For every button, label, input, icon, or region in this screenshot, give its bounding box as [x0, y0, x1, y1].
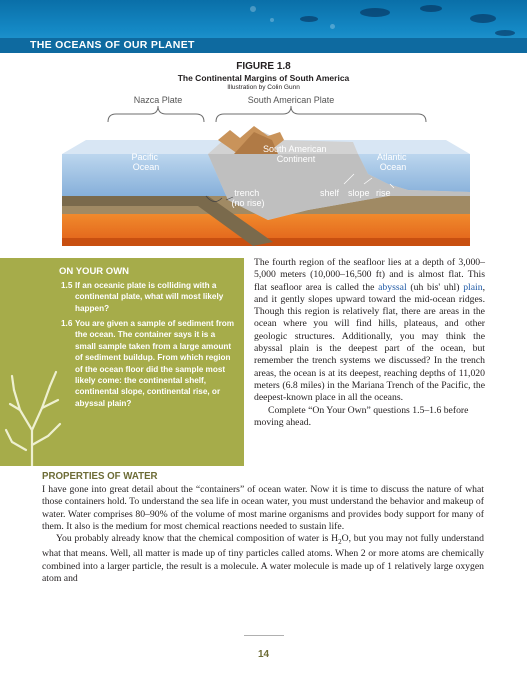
paragraph-containers: I have gone into great detail about the “containers” of ocean water. Now it is time to discuss the nature of what those containers hold. To understand the sea life in ocean water, you must understand the behavior and makeup of water. Water comprises 80–90% of the volume of most marine organisms and provides body support for many of them. It also is the medium for most chemical reactions needed to sustain life.	[42, 484, 484, 532]
shelf-label: shelf	[320, 188, 340, 198]
fish-icon	[360, 8, 390, 17]
figure-number: FIGURE 1.8	[236, 61, 291, 72]
south-american-bracket	[216, 106, 426, 122]
header-banner	[0, 0, 527, 53]
continent-label: South American Continent	[262, 144, 327, 164]
pacific-ocean-label: Pacific Ocean	[131, 152, 160, 172]
glossary-term-abyssal: abyssal	[378, 281, 407, 293]
paragraph-composition: You probably already know that the chemical composition of water is $H_2O$, but you may not fully understand what that means. Well, all matter is made up of tiny particles called atoms. When 2 or more atoms are chemically combined into a larger particle, the result is a molecule. A water molecule is made up of 1 relatively large oxygen atom and	[42, 533, 484, 585]
right-column-text	[254, 257, 485, 429]
nazca-plate-label: Nazca Plate	[133, 95, 183, 105]
fish-icon	[470, 14, 496, 23]
paragraph-abyssal-plain: The fourth region of the seafloor lies at a depth of 3,000–5,000 meters (10,000–16,500 ft) and is almost flat. This flat seafloor area is called the abyssal (uh bis' uhl) plain, and it gently slopes upward toward the mid-ocean ridges. Though this region is relatively flat, there are areas in the ocean where you will find hills, plateaus, and other geologic structures. Additionally, you may think the abyssal plain is the deepest part of the ocean, but remember the trench systems we discussed? In the trench areas, the ocean is at its deepest, reaching depths of 11,020 meters (6.8 miles) in the Mariana Trench of the Pacific, the deepest-known place in all the oceans.	[254, 257, 485, 404]
footer-rule	[244, 635, 284, 636]
question-number: 1.5	[61, 281, 73, 290]
bubble-icon	[330, 24, 335, 29]
fish-icon	[420, 5, 442, 12]
question-text: You are given a sample of sediment from the ocean. The container says it is a small sample taken from a large amount of sediment buildup. From which region of the ocean floor did the sample most likely come: the continental shelf, continental slope, continental rise, or abyssal plain?	[75, 319, 235, 408]
figure-credit: Illustration by Colin Gunn	[227, 84, 300, 91]
chapter-title: THE OCEANS OF OUR PLANET	[30, 39, 195, 51]
fish-icon	[300, 16, 318, 22]
question-1-6	[61, 318, 236, 409]
section-body	[42, 484, 484, 585]
continental-margin-illustration	[58, 92, 470, 254]
south-american-plate-label: South American Plate	[247, 95, 335, 105]
section-heading: PROPERTIES OF WATER	[42, 471, 158, 482]
bubble-icon	[250, 6, 256, 12]
sidebar-title: ON YOUR OWN	[59, 266, 130, 277]
atlantic-ocean-label: Atlantic Ocean	[376, 152, 407, 172]
rise-label: rise	[376, 188, 391, 198]
paragraph-complete-questions: Complete “On Your Own” questions 1.5–1.6 before moving ahead.	[254, 404, 469, 428]
question-1-5	[61, 280, 236, 314]
slope-label: slope	[348, 188, 370, 198]
trench-label: trench (no rise)	[231, 188, 265, 208]
fish-icon	[495, 30, 515, 36]
question-number: 1.6	[61, 319, 73, 328]
bubble-icon	[270, 18, 274, 22]
nazca-bracket	[108, 106, 204, 122]
page-number: 14	[257, 649, 270, 660]
question-text: If an oceanic plate is colliding with a continental plate, what will most likely happen?	[75, 281, 224, 313]
figure-title: The Continental Margins of South America	[177, 73, 350, 83]
glossary-term-plain: plain	[463, 281, 483, 293]
